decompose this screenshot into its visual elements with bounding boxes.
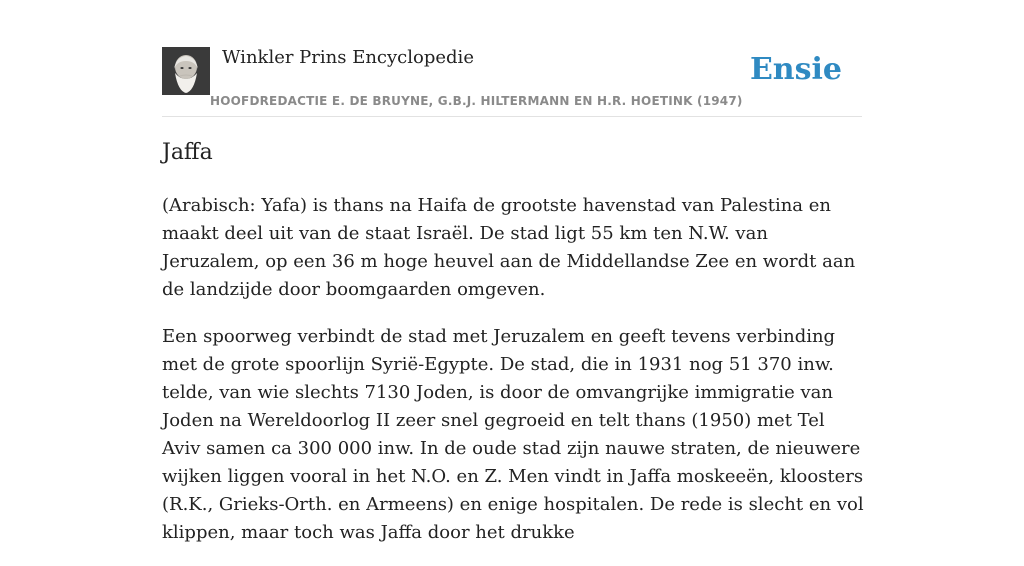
site-header — [162, 44, 862, 117]
site-title[interactable]: Winkler Prins Encyclopedie — [222, 47, 474, 68]
avatar-image — [162, 47, 210, 95]
article-body — [162, 192, 866, 566]
editorial-credit: HOOFDREDACTIE E. DE BRUYNE, G.B.J. HILTERMANN EN H.R. HOETINK (1947) — [210, 94, 743, 108]
article-paragraph: (Arabisch: Yafa) is thans na Haifa de grootste havenstad van Palestina en maakt deel uit van de staat Israël. De stad ligt 55 km ten N.W. van Jeruzalem, op een 36 m hoge heuvel aan de Middellandse Zee en wordt aan de landzijde door boomgaarden omgeven. — [162, 195, 856, 300]
article-paragraph: Een spoorweg verbindt de stad met Jeruzalem en geeft tevens verbinding met de grote spoorlijn Syrië-Egypte. De stad, die in 1931 nog 51 370 inw. telde, van wie slechts 7130 Joden, is door de omvangrijke immigratie van Joden na Wereldoorlog II zeer snel gegroeid en telt thans (1950) met Tel Aviv samen ca 300 000 inw. In de oude stad zijn nauwe straten, de nieuwere wijken liggen vooral in het N.O. en Z. Men vindt in Jaffa moskeeën, kloosters (R.K., Grieks-Orth. en Armeens) en enige hospitalen. De rede is slecht en vol klippen, maar toch was Jaffa door het drukke — [162, 326, 864, 543]
article-title: Jaffa — [162, 140, 213, 165]
brand-logo[interactable]: Ensie — [749, 52, 842, 87]
bearded-man-portrait-icon[interactable] — [162, 47, 210, 95]
